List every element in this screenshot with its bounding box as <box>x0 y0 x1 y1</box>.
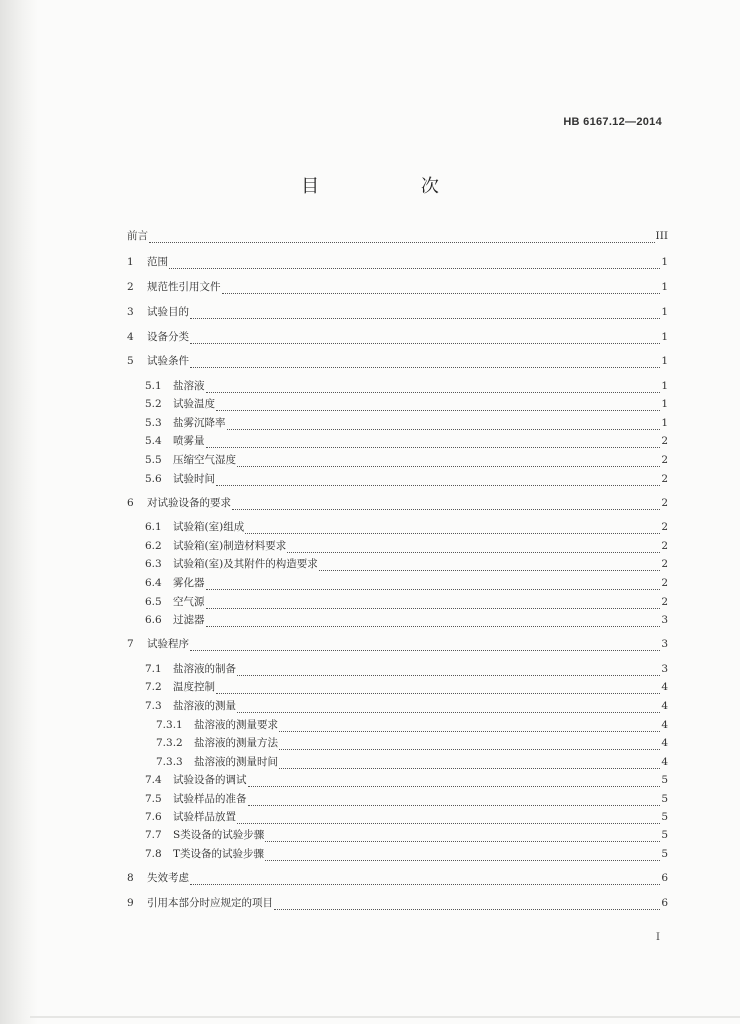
toc-leader-dots <box>232 500 660 510</box>
toc-entry-page: 2 <box>661 577 668 589</box>
toc-entry[interactable] <box>145 417 668 430</box>
toc-entry-page: 1 <box>661 380 668 392</box>
standard-code: HB 6167.12—2014 <box>563 116 662 128</box>
toc-entry-title: 试验时间 <box>173 473 215 485</box>
toc-entry[interactable] <box>145 596 668 609</box>
toc-entry-number: 5.1 <box>145 380 162 392</box>
toc-entry-number: 9 <box>127 897 134 909</box>
toc-entry-title: 过滤器 <box>173 614 205 626</box>
toc-entry-page: 6 <box>661 897 668 909</box>
toc-entry-page: 6 <box>661 872 668 884</box>
toc-entry-number: 6.3 <box>145 558 162 570</box>
toc-entry-number: 8 <box>127 872 134 884</box>
toc-entry-number: 7.8 <box>145 848 162 860</box>
toc-leader-dots <box>190 358 660 368</box>
toc-entry-title: S类设备的试验步骤 <box>173 829 265 841</box>
toc-entry-number: 5.3 <box>145 417 162 429</box>
toc-entry-title: 引用本部分时应规定的项目 <box>147 897 273 909</box>
toc-entry-title: 雾化器 <box>173 577 205 589</box>
toc-entry-number: 5 <box>127 355 134 367</box>
toc-entry-title: 喷雾量 <box>173 435 205 447</box>
toc-entry[interactable] <box>145 614 668 627</box>
toc-entry-page: 5 <box>661 811 668 823</box>
toc-leader-dots <box>265 851 660 861</box>
toc-entry[interactable] <box>145 663 668 676</box>
toc-entry-page: 4 <box>661 737 668 749</box>
toc-entry[interactable] <box>145 577 668 590</box>
toc-entry-number: 6.1 <box>145 521 162 533</box>
toc-leader-dots <box>237 703 660 713</box>
toc-entry-page: 1 <box>661 256 668 268</box>
toc-entry-title: 试验样品放置 <box>173 811 236 823</box>
toc-leader-dots <box>206 599 661 609</box>
toc-entry-page: 2 <box>661 521 668 533</box>
toc-leader-dots <box>206 580 661 590</box>
toc-entry-page: 5 <box>661 829 668 841</box>
toc-entry-title: 压缩空气湿度 <box>173 454 236 466</box>
toc-entry-number: 7.3.1 <box>156 719 183 731</box>
toc-entry[interactable] <box>127 306 668 319</box>
toc-entry-number: 7.4 <box>145 774 162 786</box>
toc-leader-dots <box>287 543 660 553</box>
toc-entry[interactable] <box>127 331 668 344</box>
toc-entry-title: 设备分类 <box>147 331 189 343</box>
toc-leader-dots <box>248 777 661 787</box>
toc-entry-page: 4 <box>661 681 668 693</box>
toc-entry[interactable] <box>145 793 668 806</box>
toc-leader-dots <box>190 641 660 651</box>
toc-entry-title: 盐雾沉降率 <box>173 417 226 429</box>
toc-entry-title: 盐溶液的测量时间 <box>194 756 278 768</box>
toc-leader-dots <box>169 259 660 269</box>
toc-leader-dots <box>319 561 661 571</box>
toc-entry-page: 2 <box>661 473 668 485</box>
toc-entry-number: 7.3.2 <box>156 737 183 749</box>
toc-entry-page: 1 <box>661 306 668 318</box>
toc-entry[interactable] <box>127 872 668 885</box>
toc-entry-title: 试验箱(室)及其附件的构造要求 <box>173 558 318 570</box>
toc-entry[interactable] <box>156 719 668 732</box>
toc-entry-page: 5 <box>661 848 668 860</box>
toc-entry[interactable] <box>145 435 668 448</box>
toc-entry-page: 2 <box>661 558 668 570</box>
toc-entry-number: 5.6 <box>145 473 162 485</box>
toc-entry-page: 1 <box>661 417 668 429</box>
toc-entry-page: 2 <box>661 540 668 552</box>
toc-entry-page: 4 <box>661 719 668 731</box>
footer-page-number: I <box>656 932 660 943</box>
toc-entry-page: 2 <box>661 435 668 447</box>
toc-entry[interactable] <box>145 558 668 571</box>
toc-entry-page: 3 <box>661 663 668 675</box>
toc-entry-number: 7 <box>127 638 134 650</box>
toc-leader-dots <box>274 900 660 910</box>
toc-entry-title: 温度控制 <box>173 681 215 693</box>
toc-leader-dots <box>279 740 660 750</box>
toc-leader-dots <box>216 401 660 411</box>
toc-entry-title: 前言 <box>127 230 148 242</box>
toc-entry[interactable] <box>127 638 668 651</box>
toc-leader-dots <box>248 796 661 806</box>
toc-entry-title: 试验温度 <box>173 398 215 410</box>
toc-entry-title: 试验条件 <box>147 355 189 367</box>
toc-leader-dots <box>206 438 661 448</box>
toc-entry-title: 试验箱(室)组成 <box>173 521 245 533</box>
toc-entry-page: 1 <box>661 398 668 410</box>
toc-entry-title: 试验程序 <box>147 638 189 650</box>
toc-entry-number: 7.5 <box>145 793 162 805</box>
toc-entry-page: 4 <box>661 756 668 768</box>
toc-entry[interactable] <box>145 681 668 694</box>
toc-entry-number: 6.2 <box>145 540 162 552</box>
toc-entry-number: 6.5 <box>145 596 162 608</box>
toc-entry[interactable] <box>145 398 668 411</box>
toc-leader-dots <box>227 420 661 430</box>
toc-entry-number: 7.3 <box>145 700 162 712</box>
toc-entry-number: 7.2 <box>145 681 162 693</box>
toc-leader-dots <box>190 334 660 344</box>
toc-leader-dots <box>279 759 660 769</box>
toc-entry-title: 范围 <box>147 256 168 268</box>
toc-entry-number: 6.4 <box>145 577 162 589</box>
toc-entry-page: 4 <box>661 700 668 712</box>
toc-leader-dots <box>216 684 660 694</box>
toc-leader-dots <box>149 233 655 243</box>
toc-entry[interactable] <box>127 497 668 510</box>
toc-entry-number: 7.6 <box>145 811 162 823</box>
toc-entry[interactable] <box>145 700 668 713</box>
toc-entry-page: 1 <box>661 331 668 343</box>
toc-entry-number: 6.6 <box>145 614 162 626</box>
toc-entry-page: 1 <box>661 355 668 367</box>
toc-leader-dots <box>190 309 660 319</box>
toc-leader-dots <box>237 457 660 467</box>
toc-leader-dots <box>216 476 660 486</box>
toc-leader-dots <box>237 814 660 824</box>
toc-entry-page: 3 <box>661 614 668 626</box>
toc-entry[interactable] <box>127 281 668 294</box>
toc-leader-dots <box>245 524 660 534</box>
toc-leader-dots <box>279 722 660 732</box>
toc-entry-page: 5 <box>661 774 668 786</box>
toc-entry-number: 6 <box>127 497 134 509</box>
toc-entry[interactable] <box>145 829 668 842</box>
toc-entry-number: 7.3.3 <box>156 756 183 768</box>
toc-entry[interactable] <box>145 774 668 787</box>
toc-entry-page: 1 <box>661 281 668 293</box>
toc-entry[interactable] <box>127 230 668 243</box>
toc-entry-title: 失效考虑 <box>147 872 189 884</box>
toc-entry-page: 3 <box>661 638 668 650</box>
toc-entry-number: 7.1 <box>145 663 162 675</box>
toc-leader-dots <box>206 617 661 627</box>
toc-leader-dots <box>265 832 660 842</box>
toc-entry-title: T类设备的试验步骤 <box>173 848 265 860</box>
toc-entry-title: 试验箱(室)制造材料要求 <box>173 540 287 552</box>
toc-entry-page: 2 <box>661 497 668 509</box>
toc-entry-title: 盐溶液的测量方法 <box>194 737 278 749</box>
toc-leader-dots <box>237 666 660 676</box>
toc-entry[interactable] <box>145 848 668 861</box>
toc-entry-title: 试验目的 <box>147 306 189 318</box>
toc-entry[interactable] <box>156 737 668 750</box>
toc-entry-number: 5.2 <box>145 398 162 410</box>
toc-leader-dots <box>190 875 660 885</box>
toc-entry-title: 空气源 <box>173 596 205 608</box>
toc-entry-title: 盐溶液的制备 <box>173 663 236 675</box>
toc-entry-number: 5.4 <box>145 435 162 447</box>
toc-entry-number: 4 <box>127 331 134 343</box>
toc-entry[interactable] <box>156 756 668 769</box>
toc-entry[interactable] <box>127 897 668 910</box>
toc-entry-page: III <box>655 230 668 242</box>
toc-title: 目 次 <box>301 176 487 197</box>
toc-entry-number: 5.5 <box>145 454 162 466</box>
toc-entry-title: 盐溶液的测量要求 <box>194 719 278 731</box>
toc-entry[interactable] <box>145 454 668 467</box>
toc-entry-number: 7.7 <box>145 829 162 841</box>
toc-entry-title: 对试验设备的要求 <box>147 497 231 509</box>
toc-entry-number: 2 <box>127 281 134 293</box>
toc-entry[interactable] <box>145 521 668 534</box>
toc-entry[interactable] <box>145 540 668 553</box>
toc-entry-title: 盐溶液的测量 <box>173 700 236 712</box>
toc-entry-title: 试验样品的准备 <box>173 793 247 805</box>
toc-entry[interactable] <box>127 355 668 368</box>
toc-entry-title: 盐溶液 <box>173 380 205 392</box>
toc-leader-dots <box>206 383 661 393</box>
toc-entry[interactable] <box>127 256 668 269</box>
toc-entry-page: 5 <box>661 793 668 805</box>
toc-entry-title: 规范性引用文件 <box>147 281 221 293</box>
toc-entry[interactable] <box>145 811 668 824</box>
toc-leader-dots <box>222 284 661 294</box>
toc-entry-page: 2 <box>661 596 668 608</box>
toc-entry-number: 1 <box>127 256 134 268</box>
toc-entry-number: 3 <box>127 306 134 318</box>
toc-entry-page: 2 <box>661 454 668 466</box>
toc-entry[interactable] <box>145 380 668 393</box>
toc-entry-title: 试验设备的调试 <box>173 774 247 786</box>
toc-entry[interactable] <box>145 473 668 486</box>
